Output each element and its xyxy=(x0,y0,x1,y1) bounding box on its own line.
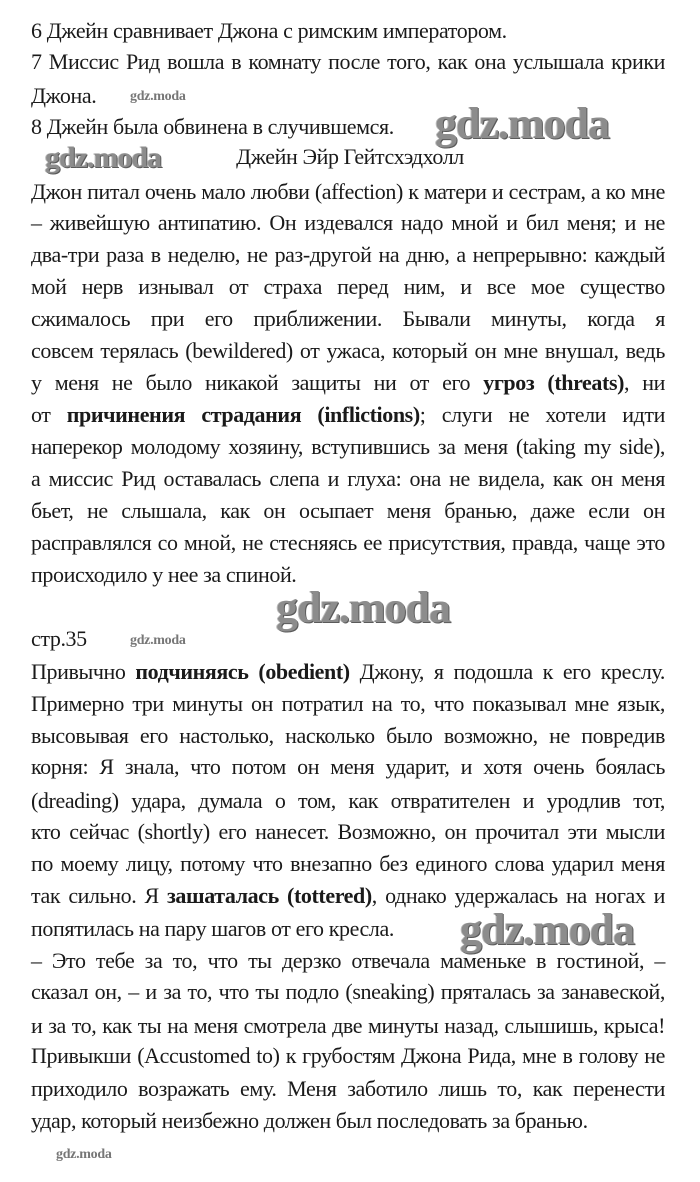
text-line xyxy=(31,754,665,780)
text-line xyxy=(31,338,665,364)
text-segment: бьет, не слышала, как он осыпает меня бранью, даже если он xyxy=(31,498,665,523)
text-segment: ; слуги не хотели идти xyxy=(419,402,665,427)
watermark-logo: gdz.moda xyxy=(460,905,635,954)
text-line xyxy=(31,49,665,75)
text-line xyxy=(31,402,665,428)
text-line xyxy=(31,114,394,140)
text-line xyxy=(31,819,665,845)
vocab-term: подчиняясь (obedient) xyxy=(135,659,350,684)
text-segment: – Это тебе за то, что ты дерзко отвечала маменьке в гостиной, – xyxy=(31,948,665,973)
text-segment: так сильно. Я xyxy=(31,883,167,908)
text-line xyxy=(31,18,507,44)
text-line xyxy=(31,274,665,300)
text-segment: сжималось при его приближении. Бывали минуты, когда я xyxy=(31,306,665,331)
text-line xyxy=(31,979,665,1005)
text-segment: , ни xyxy=(624,370,665,395)
text-line xyxy=(31,1043,665,1069)
text-segment: высовывая его настолько, насколько было возможно, не повредив xyxy=(31,723,665,748)
text-segment: Джону, я подошла к его креслу. xyxy=(349,659,666,684)
text-segment: Примерно три минуты он потратил на то, что показывал мне язык, xyxy=(31,691,665,716)
text-segment: мой нерв изнывал от страха перед ним, и все мое существо xyxy=(31,274,665,299)
vocab-term: угроз (threats) xyxy=(483,370,625,395)
watermark-logo: gdz.moda xyxy=(130,633,186,648)
text-segment: , однако удержалась на ногах и xyxy=(371,883,666,908)
watermark-logo: gdz.moda xyxy=(435,99,610,148)
text-line xyxy=(31,691,665,717)
text-segment: сказал он, – и за то, что ты подло (sneaking) пряталась за занавеской, xyxy=(31,979,665,1004)
text-segment: Джона. xyxy=(31,83,97,108)
text-segment: 6 Джейн сравнивает Джона с римским императором. xyxy=(31,18,507,43)
text-line xyxy=(31,242,665,268)
vocab-term: причинения страдания (inflictions) xyxy=(66,402,420,427)
vocab-term: зашаталась (tottered) xyxy=(166,883,372,908)
text-segment: приходило возражать ему. Меня заботило лишь то, как перенести xyxy=(31,1076,665,1101)
text-line xyxy=(31,1108,588,1134)
text-line xyxy=(31,370,665,396)
section-title xyxy=(236,144,464,170)
text-segment: попятилась на пару шагов от его кресла. xyxy=(31,916,394,941)
text-segment: Привыкши (Accustomed to) к грубостям Джона Рида, мне в голову не xyxy=(31,1043,665,1068)
text-segment: Джон питал очень мало любви (affection) к матери и сестрам, а ко мне xyxy=(31,179,665,204)
text-segment: происходило у нее за спиной. xyxy=(31,562,297,587)
text-segment: 7 Миссис Рид вошла в комнату после того, как она услышала крики xyxy=(31,49,665,74)
text-segment: – живейшую антипатию. Он издевался надо мной и бил меня; и не xyxy=(31,210,665,235)
text-line xyxy=(31,851,665,877)
text-segment: и за то, как ты на меня смотрела две минуты назад, слышишь, крыса! xyxy=(31,1013,665,1038)
text-segment: 8 Джейн была обвинена в случившемся. xyxy=(31,114,394,139)
text-line xyxy=(31,788,665,814)
text-line xyxy=(31,1013,665,1039)
text-line xyxy=(31,434,665,460)
text-segment: кто сейчас (shortly) его нанесет. Возможно, он прочитал эти мысли xyxy=(31,819,665,844)
text-line xyxy=(31,626,87,652)
text-line xyxy=(31,530,665,556)
text-line xyxy=(31,498,665,524)
text-segment: расправлялся со мной, не стесняясь ее присутствия, правда, чаще это xyxy=(31,530,665,555)
text-line xyxy=(31,83,96,109)
text-segment: два-три раза в неделю, не раз-другой на дню, а непрерывно: каждый xyxy=(31,242,665,267)
text-segment: совсем терялась (bewildered) от ужаса, который он мне внушал, ведь xyxy=(31,338,665,363)
text-segment: от xyxy=(31,402,67,427)
text-segment: а миссис Рид оставалась слепа и глуха: она не видела, как он меня xyxy=(31,466,665,491)
watermark-logo: gdz.moda xyxy=(276,583,451,632)
text-segment: корня: Я знала, что потом он меня ударит, и хотя очень боялась xyxy=(31,754,665,779)
text-segment: у меня не было никакой защиты ни от его xyxy=(31,370,484,395)
text-segment: Привычно xyxy=(31,659,136,684)
text-line xyxy=(31,306,665,332)
watermark-logo: gdz.moda xyxy=(56,1147,112,1162)
text-segment: стр.35 xyxy=(31,626,87,651)
text-segment: наперекор молодому хозяину, вступившись за меня (taking my side), xyxy=(31,434,665,459)
text-line xyxy=(31,723,665,749)
text-line xyxy=(31,659,665,685)
text-line xyxy=(31,562,296,588)
text-line xyxy=(31,1076,665,1102)
text-line xyxy=(31,179,665,205)
text-segment: Джейн Эйр Гейтсхэдхолл xyxy=(236,144,464,169)
text-segment: (dreading) удара, думала о том, как отвратителен и уродлив тот, xyxy=(31,788,665,813)
watermark-logo: gdz.moda xyxy=(45,141,162,174)
text-line xyxy=(31,210,665,236)
watermark-logo: gdz.moda xyxy=(130,89,186,104)
text-segment: по моему лицу, потому что внезапно без единого слова ударил меня xyxy=(31,851,665,876)
text-segment: удар, который неизбежно должен был последовать за бранью. xyxy=(31,1108,588,1133)
text-line xyxy=(31,916,394,942)
text-line xyxy=(31,466,665,492)
